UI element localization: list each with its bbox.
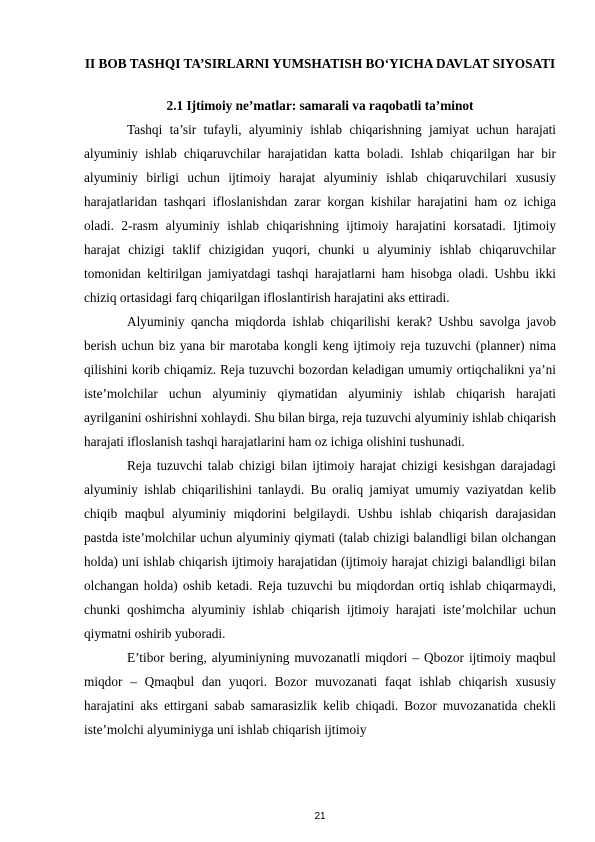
paragraph: E’tibor bering, alyuminiyning muvozanatli miqdori – Qbozor ijtimoiy maqbul miqdor – Qmaqbul dan yuqori. Bozor muvozanati faqat ishlab chiqarish xususiy harajatini aks ettirgani sabab samarasizlik kelib chiqadi. Bozor muvozanatida chekli iste’molchi alyuminiyga uni ishlab chiqarish ijtimoiy — [84, 650, 556, 737]
paragraph: Reja tuzuvchi talab chizigi bilan ijtimoiy harajat chizigi kesishgan darajadagi alyuminiy ishlab chiqarilishini tanlaydi. Bu oraliq jamiyat umumiy vaziyatdan kelib chiqib maqbul alyuminiy miqdorini belgilaydi. Ushbu ishlab chiqarish darajasidan pastda iste’molchilar uchun alyuminiy qiymati (talab chizigi balandligi bilan olchangan holda) uni ishlab chiqarish ijtimoiy harajatidan (ijtimoiy harajat chizigi balandligi bilan olchangan holda) oshib ketadi. Reja tuzuvchi bu miqdordan ortiq ishlab chiqarmaydi, chunki qoshimcha alyuminiy ishlab chiqarish ijtimoiy harajati iste’molchilar uchun qiymatni oshirib yuboradi. — [84, 458, 556, 641]
body-text — [84, 118, 556, 742]
page-number: 21 — [314, 811, 326, 822]
chapter-title: II BOB TASHQI TA’SIRLARNI YUMSHATISH BO‘YICHA DAVLAT SIYOSATI — [84, 56, 556, 71]
paragraph: Alyuminiy qancha miqdorda ishlab chiqarilishi kerak? Ushbu savolga javob berish uchun biz yana bir marotaba kongli keng ijtimoiy reja tuzuvchi (planner) nima qilishini korib chiqamiz. Reja tuzuvchi bozordan keladigan umumiy ortiqchalikni ya’ni iste’molchilar uchun alyuminiy qiymatidan alyuminiy ishlab chiqarish harajati ayrilganini oshirishni xohlaydi. Shu bilan birga, reja tuzuvchi alyuminiy ishlab chiqarish harajati ifloslanish tashqi harajatlarini ham oz ichiga olishini tushunadi. — [84, 314, 556, 449]
section-title: 2.1 Ijtimoiy ne’matlar: samarali va raqobatli ta’minot — [166, 98, 474, 113]
paragraph: Tashqi ta’sir tufayli, alyuminiy ishlab chiqarishning jamiyat uchun harajati alyuminiy ishlab chiqaruvchilar harajatidan katta boladi. Ishlab chiqarilgan har bir alyuminiy birligi uchun ijtimoiy harajat alyuminiy ishlab chiqaruvchilari xususiy harajatlaridan tashqari ifloslanishdan zarar korgan kishilar harajatini ham oz ichiga oladi. 2-rasm alyuminiy ishlab chiqarishning ijtimoiy harajatini korsatadi. Ijtimoiy harajat chizigi taklif chizigidan yuqori, chunki u alyuminiy ishlab chiqaruvchilar tomonidan keltirilgan jamiyatdagi tashqi harajatlarni ham hisobga oladi. Ushbu ikki chiziq ortasidagi farq chiqarilgan ifloslantirish harajatini aks ettiradi. — [84, 122, 556, 305]
